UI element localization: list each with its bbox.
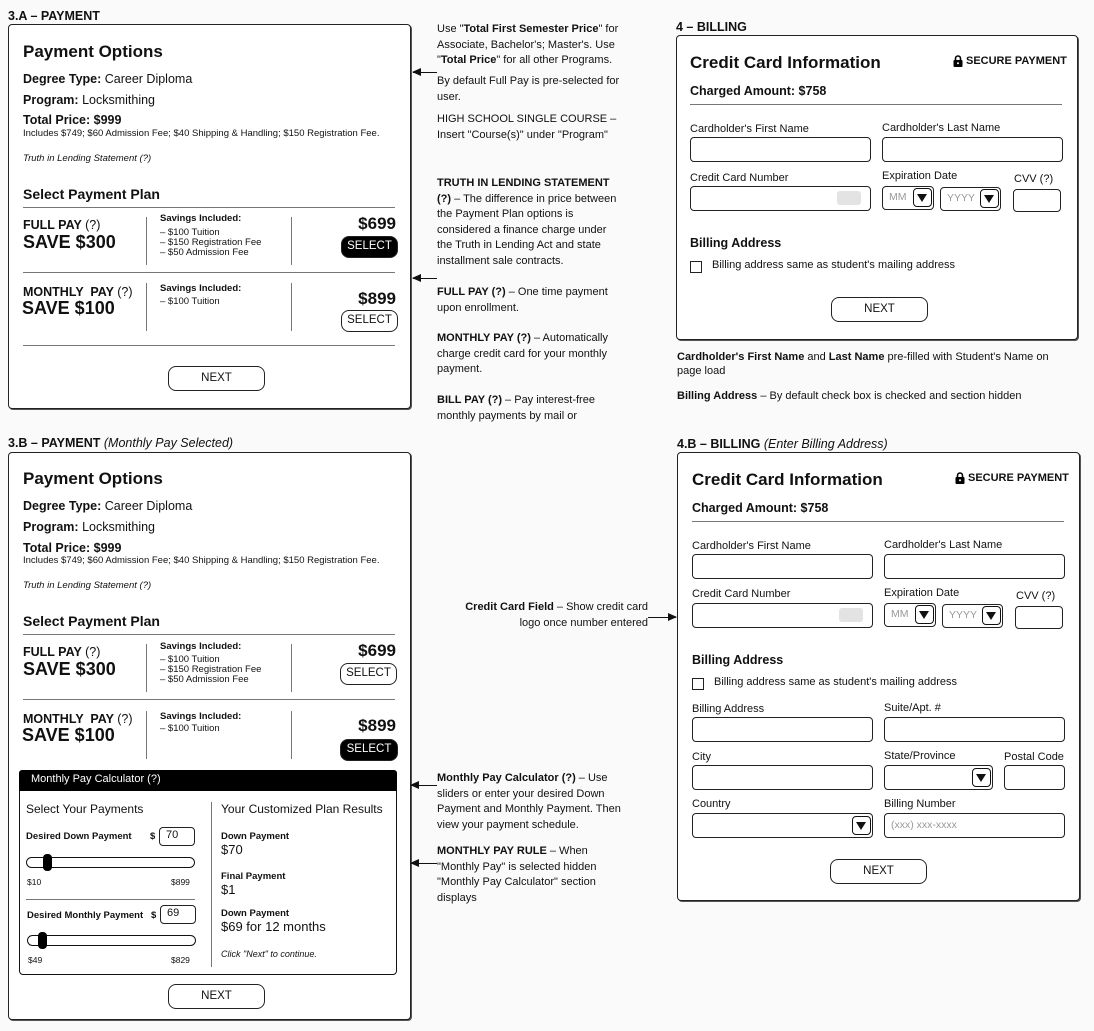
payment-options-panel-3b [8, 452, 411, 1020]
credit-card-title: Credit Card Information [690, 53, 881, 72]
plan-monthly-pay-price: $899 [358, 716, 396, 735]
billing-address-title: Billing Address [692, 653, 784, 667]
exp-month-select[interactable] [884, 603, 936, 627]
same-address-checkbox[interactable] [690, 261, 702, 273]
savings-item: – $100 Tuition [160, 227, 220, 238]
slider-max: $829 [171, 955, 190, 965]
divider [26, 899, 195, 900]
total-price: Total Price: $999 [23, 541, 122, 555]
secure-payment-badge [955, 472, 1069, 484]
divider [291, 644, 292, 692]
continue-hint: Click "Next" to continue. [221, 949, 317, 959]
savings-item: – $150 Registration Fee [160, 237, 262, 248]
expiration-label: Expiration Date [882, 170, 958, 182]
card-logo-placeholder [837, 191, 861, 205]
last-name-label: Cardholder's Last Name [882, 122, 1001, 134]
chevron-down-icon[interactable] [982, 606, 1001, 625]
exp-year-placeholder: YYYY [949, 609, 978, 621]
program-label: Program: [23, 93, 79, 107]
card-number-input[interactable] [690, 186, 871, 211]
payment-options-title: Payment Options [23, 469, 163, 488]
plan-monthly-pay-save: SAVE $100 [22, 725, 115, 745]
divider [291, 711, 292, 759]
note-full-pay: FULL PAY (?) – One time payment upon enrollment. [437, 286, 608, 314]
exp-year-select[interactable] [940, 187, 1001, 211]
total-price: Total Price: $999 [23, 113, 122, 127]
secure-payment-text: SECURE PAYMENT [968, 472, 1069, 484]
chevron-down-icon[interactable] [972, 768, 991, 787]
savings-list [160, 228, 261, 258]
degree-type: Degree Type: Career Diploma [23, 499, 193, 513]
annotation-arrow [413, 72, 437, 73]
divider [146, 283, 147, 331]
plan-monthly-pay-name: MONTHLY PAY (?) [23, 285, 133, 299]
section-title-3b: 3.B – PAYMENT (Monthly Pay Selected) [8, 436, 234, 450]
charged-amount: Charged Amount: $758 [690, 84, 827, 98]
plan-full-pay-price: $699 [358, 641, 396, 660]
last-name-input[interactable] [884, 554, 1065, 579]
divider [23, 207, 395, 208]
monthly-payment-label: Desired Monthly Payment [27, 910, 144, 921]
postal-code-label: Postal Code [1004, 751, 1064, 763]
charged-amount: Charged Amount: $758 [692, 501, 829, 515]
billing-number-input[interactable] [884, 813, 1065, 838]
last-name-label: Cardholder's Last Name [884, 539, 1003, 551]
plan-full-pay-price: $699 [358, 214, 396, 233]
suite-input[interactable] [884, 717, 1065, 742]
truth-in-lending-link[interactable]: Truth in Lending Statement (?) [23, 153, 152, 164]
exp-year-placeholder: YYYY [947, 192, 976, 204]
note-cardholder-prefill: Cardholder's First Name and Last Name pre-filled with Student's Name on page load [677, 351, 1049, 377]
plan-monthly-pay-name: MONTHLY PAY (?) [23, 712, 133, 726]
savings-item: – $50 Admission Fee [160, 674, 249, 685]
same-address-label: Billing address same as student's mailing address [714, 676, 957, 688]
cvv-label: CVV (?) [1014, 173, 1054, 185]
down-payment-slider[interactable] [26, 857, 195, 868]
next-button[interactable]: NEXT [830, 859, 927, 884]
result-value: $69 for 12 months [221, 919, 326, 934]
next-button[interactable]: NEXT [168, 984, 265, 1009]
card-logo-placeholder [839, 608, 863, 622]
divider [146, 711, 147, 759]
note-monthly-calculator: Monthly Pay Calculator (?) – Use sliders or enter your desired Down Payment and Monthly Payment. Then view your payment schedule. [437, 772, 621, 831]
same-address-label: Billing address same as student's mailing address [712, 259, 955, 271]
result-value: $70 [221, 842, 243, 857]
down-payment-input[interactable]: 70 [159, 827, 195, 846]
price-includes: Includes $749; $60 Admission Fee; $40 Shipping & Handling; $150 Registration Fee. [23, 555, 380, 566]
last-name-input[interactable] [882, 137, 1063, 162]
cvv-label: CVV (?) [1016, 590, 1056, 602]
country-select[interactable] [692, 813, 873, 838]
slider-thumb[interactable] [43, 854, 52, 871]
program-value: Locksmithing [82, 93, 156, 107]
first-name-label: Cardholder's First Name [692, 540, 811, 552]
plan-results-title: Your Customized Plan Results [221, 802, 383, 816]
savings-header: Savings Included: [160, 283, 242, 294]
savings-header: Savings Included: [160, 711, 242, 722]
result-label: Down Payment [221, 831, 290, 842]
result-label: Final Payment [221, 871, 286, 882]
billing-number-label: Billing Number [884, 798, 956, 810]
exp-year-select[interactable] [942, 604, 1003, 628]
degree-type [23, 72, 192, 86]
first-name-input[interactable] [692, 554, 873, 579]
chevron-down-icon[interactable] [915, 605, 934, 624]
lock-icon [953, 55, 963, 67]
select-payment-plan-title: Select Payment Plan [23, 613, 160, 629]
result-value: $1 [221, 882, 236, 897]
payment-options-title: Payment Options [23, 42, 163, 61]
section-title-4b: 4.B – BILLING (Enter Billing Address) [677, 437, 888, 451]
program [23, 93, 155, 107]
annotation-arrow [411, 785, 437, 786]
program: Program: Locksmithing [23, 520, 156, 534]
savings-item: – $50 Admission Fee [160, 247, 249, 258]
cvv-input[interactable] [1013, 189, 1061, 212]
billing-address-input[interactable] [692, 717, 873, 742]
exp-month-placeholder: MM [891, 608, 909, 620]
savings-list [160, 297, 220, 307]
cvv-input[interactable] [1015, 606, 1063, 629]
credit-card-panel-4b [677, 452, 1080, 901]
chevron-down-icon[interactable] [913, 188, 932, 207]
help-icon[interactable]: (?) [85, 218, 101, 232]
divider [291, 283, 292, 331]
credit-card-title: Credit Card Information [692, 470, 883, 489]
monthly-payment-slider[interactable] [27, 935, 196, 946]
exp-month-select[interactable] [882, 186, 934, 210]
plan-full-pay-name: FULL PAY (?) [23, 218, 101, 232]
first-name-label: Cardholder's First Name [690, 123, 809, 135]
plan-full-pay-save: SAVE $300 [23, 659, 116, 679]
savings-header: Savings Included: [160, 641, 242, 652]
result-label: Down Payment [221, 908, 290, 919]
note-monthly-pay: MONTHLY PAY (?) – Automatically charge credit card for your monthly payment. [437, 332, 608, 375]
select-full-pay-button[interactable]: SELECT [341, 236, 398, 258]
divider [23, 634, 395, 635]
calculator-header[interactable]: Monthly Pay Calculator (?) [19, 770, 397, 791]
help-icon[interactable]: (?) [117, 712, 133, 726]
state-select[interactable] [884, 765, 993, 790]
section-title-4: 4 – BILLING [676, 20, 747, 34]
note-total-price: Use "Total First Semester Price" for Associate, Bachelor's; Master's. Use "Total Price" for all other Programs. [437, 23, 619, 66]
payment-options-panel-3a [8, 24, 411, 409]
city-label: City [692, 751, 711, 763]
slider-min: $10 [27, 877, 42, 887]
note-bill-pay: BILL PAY (?) – Pay interest-free monthly payments by mail or [437, 394, 595, 422]
expiration-label: Expiration Date [884, 587, 960, 599]
divider [690, 104, 1062, 105]
secure-payment-badge [953, 55, 1067, 67]
next-button[interactable]: NEXT [168, 366, 265, 391]
divider [23, 272, 395, 273]
lock-icon [955, 472, 965, 484]
divider [692, 521, 1064, 522]
annotation-arrow [411, 863, 437, 864]
savings-list [160, 724, 220, 734]
plan-full-pay-save: SAVE $300 [23, 232, 116, 252]
help-icon[interactable]: (?) [117, 285, 133, 299]
help-icon[interactable]: (?) [85, 645, 101, 659]
country-label: Country [692, 798, 731, 810]
slider-max: $899 [171, 877, 190, 887]
select-monthly-pay-button[interactable]: SELECT [340, 739, 398, 761]
divider [23, 699, 395, 700]
state-label: State/Province [884, 750, 956, 762]
note-credit-card-field: Credit Card Field – Show credit card logo once number entered [465, 601, 648, 629]
chevron-down-icon[interactable] [852, 816, 871, 835]
savings-item: – $150 Registration Fee [160, 664, 262, 675]
truth-in-lending-link[interactable]: Truth in Lending Statement (?) [23, 580, 152, 591]
monthly-pay-calculator [19, 770, 397, 975]
secure-payment-text: SECURE PAYMENT [966, 55, 1067, 67]
select-monthly-pay-button[interactable]: SELECT [341, 310, 398, 332]
divider [23, 345, 395, 346]
card-number-input[interactable] [692, 603, 873, 628]
savings-item: – $100 Tuition [160, 296, 220, 307]
city-input[interactable] [692, 765, 873, 790]
select-payments-title: Select Your Payments [26, 802, 144, 816]
divider [146, 217, 147, 265]
card-number-label: Credit Card Number [692, 588, 791, 600]
billing-number-placeholder: (xxx) xxx-xxxx [891, 819, 957, 831]
section-title-3a: 3.A – PAYMENT [8, 9, 100, 23]
currency-symbol: $ [151, 910, 157, 921]
monthly-payment-input[interactable]: 69 [160, 905, 196, 924]
down-payment-label: Desired Down Payment [26, 831, 132, 842]
postal-code-input[interactable] [1004, 765, 1065, 790]
annotation-arrow [413, 278, 437, 279]
chevron-down-icon[interactable] [980, 189, 999, 208]
degree-type-value: Career Diploma [104, 72, 193, 86]
next-button[interactable]: NEXT [831, 297, 928, 322]
savings-item: – $100 Tuition [160, 654, 220, 665]
savings-header: Savings Included: [160, 213, 242, 224]
plan-full-pay-name: FULL PAY (?) [23, 645, 101, 659]
same-address-checkbox[interactable] [692, 678, 704, 690]
divider [146, 644, 147, 692]
exp-month-placeholder: MM [889, 191, 907, 203]
price-includes: Includes $749; $60 Admission Fee; $40 Shipping & Handling; $150 Registration Fee. [23, 128, 380, 139]
note-billing-default: Billing Address – By default check box is checked and section hidden [677, 390, 1022, 402]
first-name-input[interactable] [690, 137, 871, 162]
currency-symbol: $ [150, 831, 156, 842]
billing-address-title: Billing Address [690, 236, 782, 250]
annotation-arrow [648, 617, 676, 618]
suite-label: Suite/Apt. # [884, 702, 941, 714]
card-number-label: Credit Card Number [690, 172, 789, 184]
plan-monthly-pay-price: $899 [358, 289, 396, 308]
divider [211, 802, 212, 967]
note-high-school: HIGH SCHOOL SINGLE COURSE – Insert "Course(s)" under "Program" [437, 113, 617, 141]
note-monthly-pay-rule: MONTHLY PAY RULE – When "Monthly Pay" is selected hidden "Monthly Pay Calculator" section displays [437, 845, 597, 904]
billing-address-label: Billing Address [692, 703, 765, 715]
credit-card-panel-4 [676, 35, 1078, 340]
savings-list [160, 655, 261, 685]
divider [291, 217, 292, 265]
plan-monthly-pay-save: SAVE $100 [22, 298, 115, 318]
note-truth-in-lending: TRUTH IN LENDING STATEMENT (?) – The difference in price between the Payment Plan options is considered a finance charge under the Truth in Lending Act and state installment sale contracts. [437, 177, 617, 267]
degree-type-label: Degree Type: [23, 72, 102, 86]
note-default-full-pay: By default Full Pay is pre-selected for user. [437, 75, 620, 103]
savings-item: – $100 Tuition [160, 723, 220, 734]
slider-min: $49 [28, 955, 43, 965]
select-full-pay-button[interactable]: SELECT [340, 663, 397, 685]
select-payment-plan-title: Select Payment Plan [23, 186, 160, 202]
slider-thumb[interactable] [38, 932, 47, 949]
